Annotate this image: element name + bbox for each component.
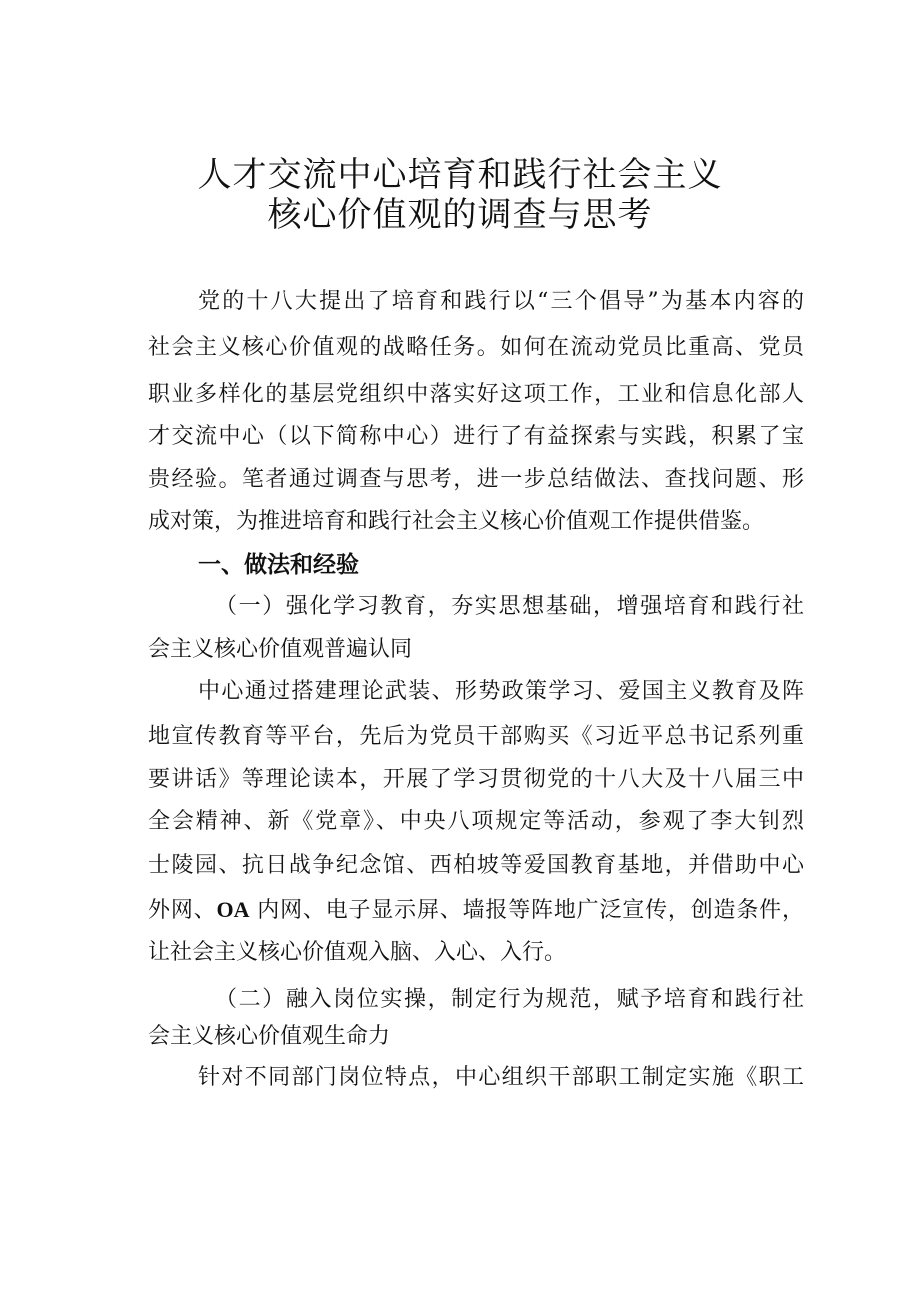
intro-paragraph-line: 职业多样化的基层党组织中落实好这项工作，工业和信息化部人	[148, 382, 804, 407]
intro-paragraph-line: 才交流中心（以下简称中心）进行了有益探索与实践，积累了宝	[148, 424, 804, 449]
subsection-1-body-line: 全会精神、新《党章》、中央八项规定等活动，参观了李大钊烈	[148, 809, 804, 834]
intro-paragraph-line: 社会主义核心价值观的战略任务。如何在流动党员比重高、党员	[148, 335, 804, 360]
subsection-2-heading-line: 会主义核心价值观生命力	[148, 1024, 391, 1049]
subsection-1-heading-line: 会主义核心价值观普遍认同	[148, 637, 413, 662]
section-heading: 一、做法和经验	[198, 552, 359, 578]
text-segment: 内网、电子显示屏、墙报等阵地广泛宣传，创造条件，	[249, 898, 804, 923]
document-title-line-2: 核心价值观的调查与思考	[267, 195, 653, 235]
oa-term: OA	[216, 897, 250, 922]
subsection-1-heading-line: （一）强化学习教育，夯实思想基础，增强培育和践行社	[215, 594, 804, 619]
subsection-2-body-line: 针对不同部门岗位特点，中心组织干部职工制定实施《职工	[198, 1065, 804, 1090]
intro-paragraph-line: 成对策，为推进培育和践行社会主义核心价值观工作提供借鉴。	[148, 509, 765, 534]
subsection-1-body-line: 中心通过搭建理论武装、形势政策学习、爱国主义教育及阵	[198, 679, 804, 704]
subsection-2-heading-line: （二）融入岗位实操，制定行为规范，赋予培育和践行社	[215, 987, 804, 1012]
subsection-1-body-line: 士陵园、抗日战争纪念馆、西柏坡等爱国教育基地，并借助中心	[148, 853, 804, 878]
subsection-1-body-line: 让社会主义核心价值观入脑、入心、入行。	[148, 940, 567, 965]
subsection-1-body-line: 要讲话》等理论读本，开展了学习贯彻党的十八大及十八届三中	[148, 767, 804, 792]
intro-paragraph-line: 党的十八大提出了培育和践行以“三个倡导”为基本内容的	[198, 289, 804, 314]
intro-paragraph-line: 贵经验。笔者通过调查与思考，进一步总结做法、查找问题、形	[148, 467, 804, 492]
subsection-1-body-line-with-oa	[148, 895, 804, 925]
text-segment: 外网、	[148, 898, 217, 923]
subsection-1-body-line: 地宣传教育等平台，先后为党员干部购买《习近平总书记系列重	[148, 724, 804, 749]
document-title-line-1: 人才交流中心培育和践行社会主义	[197, 155, 723, 195]
